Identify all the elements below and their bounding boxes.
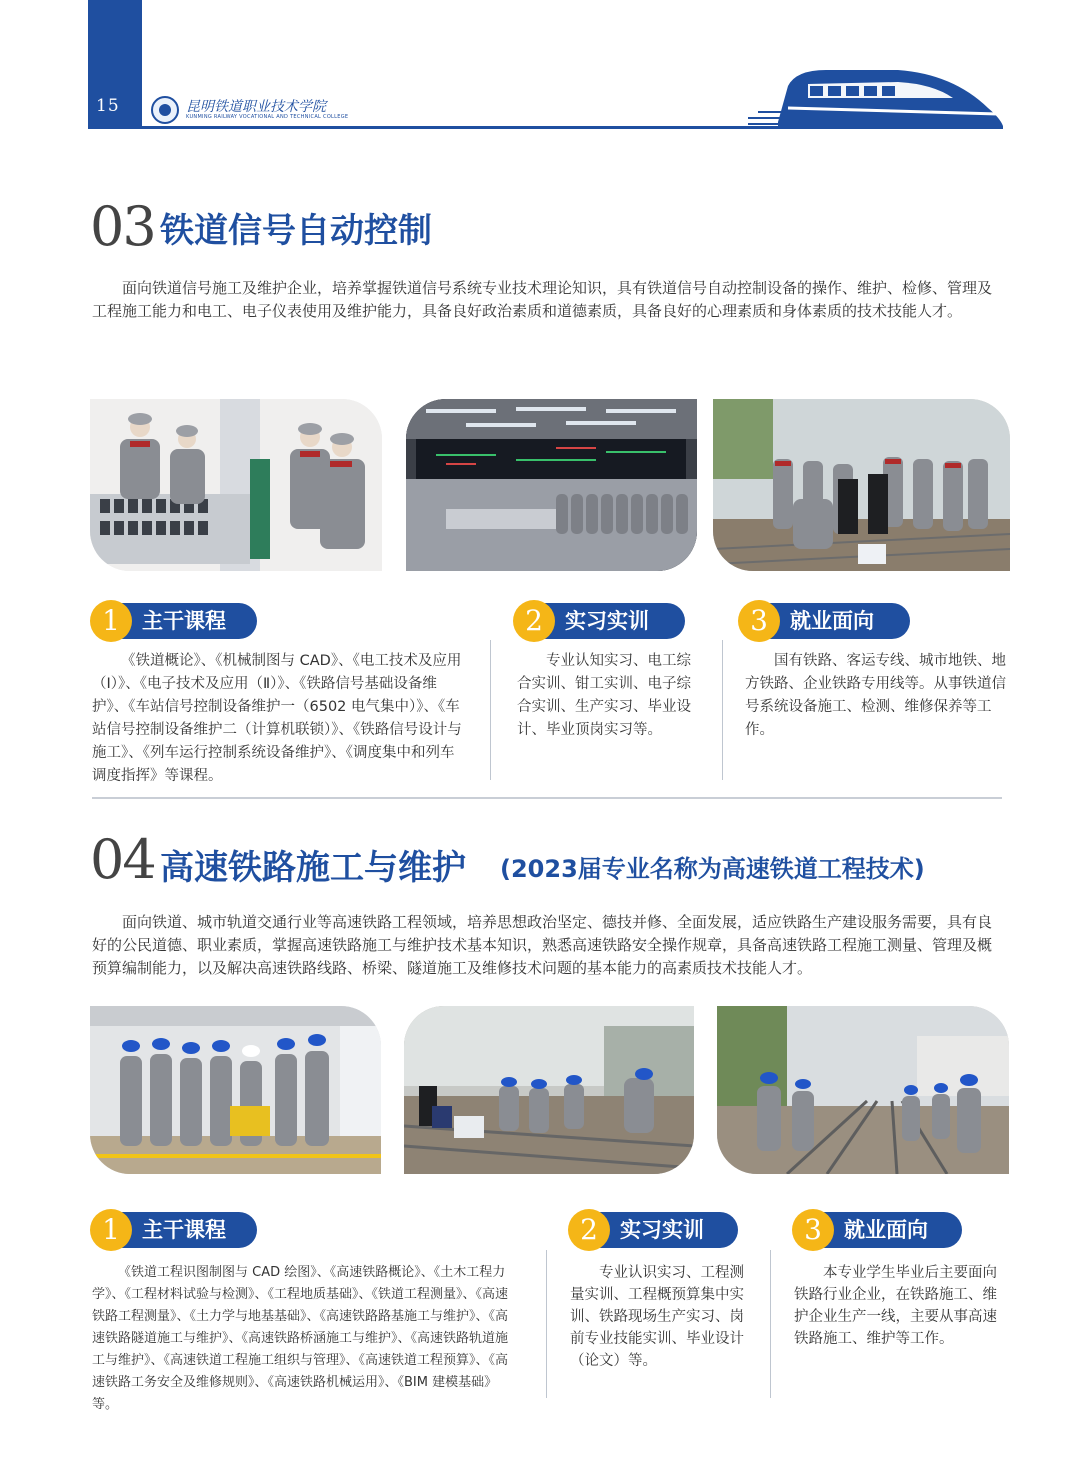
section-03-pill-employment — [742, 603, 910, 639]
section-03-intro: 面向铁道信号施工及维护企业，培养掌握铁道信号系统专业技术理论知识，具有铁道信号自动控制设备的操作、维护、检修、管理及工程施工能力和电工、电子仪表使用及维护能力，具备良好政治素质和道德素质，具备良好的心理素质和身体素质的技术技能人才。 — [92, 279, 993, 320]
column-divider — [490, 640, 491, 780]
section-03-photo-field-signal — [713, 399, 1010, 571]
section-03-practice-text: 专业认知实习、电工综合实训、钳工实训、电子综合实训、生产实习、毕业设计、毕业顶岗实习等。 — [517, 653, 691, 738]
section-04-title: 高速铁路施工与维护 — [160, 848, 466, 888]
section-03-title: 铁道信号自动控制 — [160, 211, 432, 251]
bullet-train-icon — [748, 62, 1006, 130]
section-04-courses-text: 《铁道工程识图制图与 CAD 绘图》、《高速铁路概论》、《土木工程力学》、《工程材料试验与检测》、《工程地质基础》、《铁道工程测量》、《高速铁路工程测量》、《土力学与地基基础》、《高速铁路路基施工与维护》、《高速铁路隧道施工与维护》、《高速铁路桥涵施工与维护》、《高速铁路轨道施工与维护》、《高速铁道工程施工组织与管理》、《高速铁道工程预算》、《高速铁路工务安全及维修规则》、《高速铁路机械运用》、《BIM 建模基础》等。 — [92, 1265, 509, 1412]
section-03-employment-text: 国有铁路、客运专线、城市地铁、地方铁路、企业铁路专用线等。从事铁道信号系统设备施工、检测、维修保养等工作。 — [745, 653, 1006, 738]
section-04-photo-indoor-track — [90, 1006, 381, 1174]
pill-label: 主干课程 — [142, 1218, 226, 1242]
section-04-employment-text: 本专业学生毕业后主要面向铁路行业企业，在铁路施工、维护企业生产一线，主要从事高速铁路施工、维护等工作。 — [794, 1265, 997, 1347]
section-04-intro: 面向铁道、城市轨道交通行业等高速铁路工程领域，培养思想政治坚定、德技并修、全面发展，适应铁路生产建设服务需要，具有良好的公民道德、职业素质，掌握高速铁路施工与维护技术基本知识，熟悉高速铁路安全操作规章，具备高速铁路工程施工测量、管理及概预算编制能力，以及解决高速铁路线路、桥梁、隧道施工及维修技术问题的基本能力的高素质技术技能人才。 — [92, 913, 993, 977]
pill-label: 实习实训 — [620, 1218, 704, 1242]
section-03-number: 03 — [90, 195, 155, 258]
college-logo-icon — [151, 96, 179, 124]
section-04-pill-practice — [572, 1212, 738, 1248]
pill-label: 实习实训 — [565, 609, 649, 633]
number-badge: 2 — [513, 600, 555, 642]
section-04-pill-employment — [796, 1212, 962, 1248]
column-divider — [546, 1250, 547, 1398]
pill-label: 就业面向 — [790, 609, 874, 633]
column-divider — [770, 1250, 771, 1398]
college-name-en: KUNMING RAILWAY VOCATIONAL AND TECHNICAL COLLEGE — [186, 114, 349, 120]
section-04-photo-outdoor-track — [717, 1006, 1009, 1174]
section-04-subtitle: (2023届专业名称为高速铁道工程技术) — [500, 855, 925, 883]
section-04-pill-courses — [94, 1212, 257, 1248]
section-03-photo-control-center — [406, 399, 697, 571]
number-badge: 1 — [90, 600, 132, 642]
pill-label: 就业面向 — [844, 1218, 928, 1242]
page-number: 15 — [96, 96, 120, 116]
number-badge: 3 — [792, 1209, 834, 1251]
column-divider — [722, 640, 723, 780]
number-badge: 2 — [568, 1209, 610, 1251]
number-badge: 1 — [90, 1209, 132, 1251]
section-04-practice-text: 专业认识实习、工程测量实训、工程概预算集中实训、铁路现场生产实习、岗前专业技能实训、毕业设计（论文）等。 — [570, 1265, 744, 1369]
section-03-photo-lab — [90, 399, 382, 571]
section-03-pill-courses — [94, 603, 257, 639]
section-04-photo-signal-track — [404, 1006, 694, 1174]
section-03-pill-practice — [517, 603, 685, 639]
number-badge: 3 — [738, 600, 780, 642]
section-03-courses-text: 《铁道概论》、《机械制图与 CAD》、《电工技术及应用（Ⅰ）》、《电子技术及应用（Ⅱ）》、《铁路信号基础设备维护》、《车站信号控制设备维护一（6502 电气集中）》、《车站信号控制设备维护二（计算机联锁）》、《铁路信号设计与施工》、《列车运行控制系统设备维护》、《调度集中和列车调度指挥》等课程。 — [92, 653, 462, 784]
section-04-number: 04 — [90, 828, 155, 891]
college-name: 昆明铁道职业技术学院 — [186, 99, 326, 115]
pill-label: 主干课程 — [142, 609, 226, 633]
section-divider — [92, 797, 1002, 799]
